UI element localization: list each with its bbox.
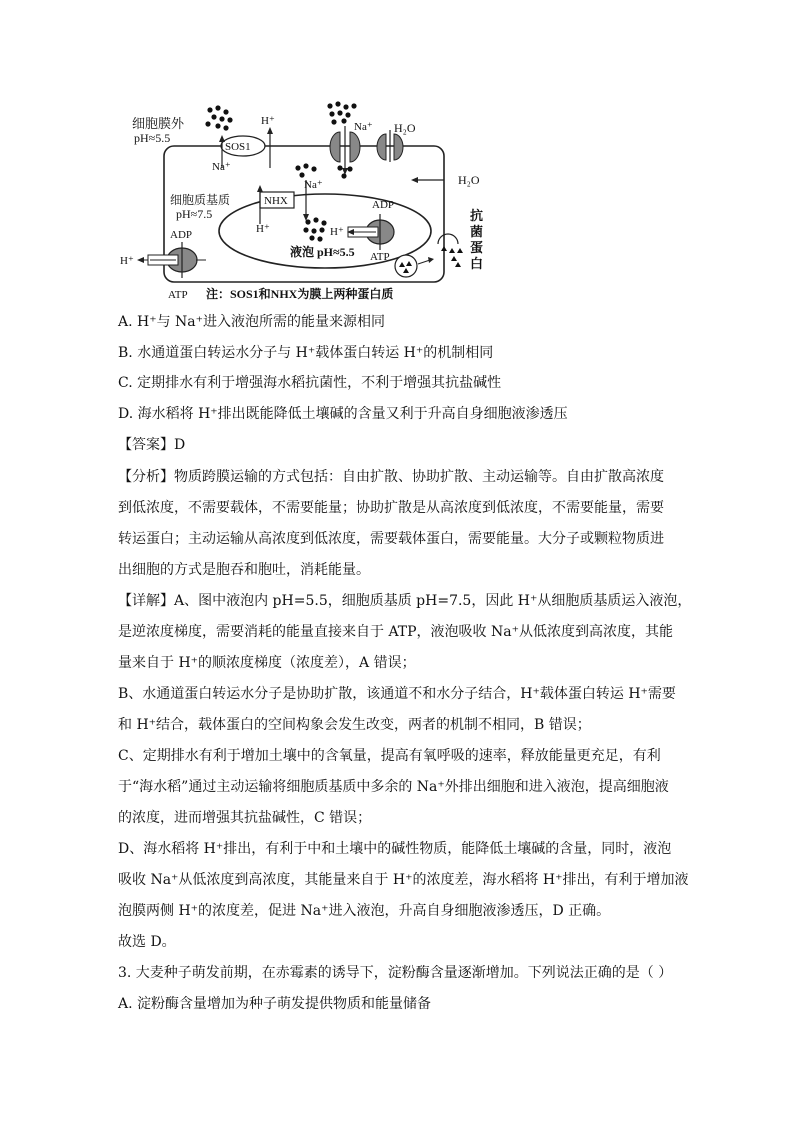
atp-label-membrane: ATP bbox=[168, 289, 188, 301]
svg-text:菌: 菌 bbox=[470, 224, 484, 239]
svg-text:白: 白 bbox=[470, 256, 484, 271]
antibacterial-label bbox=[470, 208, 483, 271]
outside-label: 细胞膜外 bbox=[132, 116, 185, 131]
option-b: B. 水通道蛋白转运水分子与 H⁺载体蛋白转运 H⁺的机制相同 bbox=[118, 345, 494, 361]
cytoplasm-ph: pH≈7.5 bbox=[176, 207, 213, 221]
detail-line: B、水通道蛋白转运水分子是协助扩散，该通道不和水分子结合，H⁺载体蛋白转运 H⁺需要 bbox=[118, 686, 676, 702]
next-question: 3. 大麦种子萌发前期，在赤霉素的诱导下，淀粉酶含量逐渐增加。下列说法正确的是（ ） bbox=[118, 965, 673, 981]
na-plus-channel: Na⁺ bbox=[354, 121, 373, 133]
atp-label-vacuole: ATP bbox=[370, 251, 390, 263]
analysis-line: 转运蛋白；主动运输从高浓度到低浓度，需要载体蛋白，需要能量。大分子或颗粒物质进 bbox=[118, 531, 664, 547]
outside-ph: pH≈5.5 bbox=[134, 131, 171, 145]
option-a: A. H⁺与 Na⁺进入液泡所需的能量来源相同 bbox=[118, 314, 386, 330]
h-plus-nhx: H⁺ bbox=[256, 223, 270, 235]
detail-line: 是逆浓度梯度，需要消耗的能量直接来自于 ATP，液泡吸收 Na⁺从低浓度到高浓度，其能 bbox=[118, 624, 673, 640]
next-option-a: A. 淀粉酶含量增加为种子萌发提供物质和能量储备 bbox=[118, 996, 432, 1012]
analysis-line: 【分析】物质跨膜运输的方式包括：自由扩散、协助扩散、主动运输等。自由扩散高浓度 bbox=[118, 469, 664, 485]
option-d: D. 海水稻将 H⁺排出既能降低土壤碱的含量又利于升高自身细胞液渗透压 bbox=[118, 406, 568, 422]
antibacterial-vesicle bbox=[395, 234, 463, 277]
analysis-line: 出细胞的方式是胞吞和胞吐，消耗能量。 bbox=[118, 562, 370, 578]
detail-line: 吸收 Na⁺从低浓度到高浓度，其能量来自于 H⁺的浓度差，海水稻将 H⁺排出，有利于增加液 bbox=[118, 872, 689, 888]
detail-line: 泡膜两侧 H⁺的浓度差，促进 Na⁺进入液泡，升高自身细胞液渗透压，D 正确。 bbox=[118, 903, 611, 919]
sodium-channel-protein bbox=[330, 126, 360, 175]
adp-label-vacuole: ADP bbox=[372, 199, 395, 211]
cytoplasm-label: 细胞质基质 bbox=[170, 193, 231, 207]
sodium-ions-outside-2 bbox=[327, 101, 356, 124]
sos1-label: SOS1 bbox=[225, 141, 251, 153]
detail-line: 【详解】A、图中液泡内 pH=5.5，细胞质基质 pH=7.5，因此 H⁺从细胞质基质运入液泡， bbox=[118, 593, 692, 609]
h-plus-vacuole: H⁺ bbox=[330, 226, 344, 238]
diagram-note: 注：SOS1和NHX为膜上两种蛋白质 bbox=[206, 287, 394, 301]
nhx-label: NHX bbox=[264, 195, 288, 207]
adp-label-membrane: ADP bbox=[170, 229, 193, 241]
detail-line: 故选 D。 bbox=[118, 934, 176, 950]
h2o-label-channel: H₂O bbox=[394, 121, 416, 135]
detail-line: 和 H⁺结合，载体蛋白的空间构象会发生改变，两者的机制不相同，B 错误； bbox=[118, 717, 591, 733]
detail-line: 于“海水稻”通过主动运输将细胞质基质中多余的 Na⁺外排出细胞和进入液泡，提高细胞液 bbox=[118, 779, 669, 795]
na-plus-sos1: Na⁺ bbox=[212, 161, 231, 173]
sodium-ions-vacuole bbox=[303, 217, 326, 241]
cell-transport-diagram bbox=[118, 96, 498, 308]
detail-line: 的浓度，进而增强其抗盐碱性，C 错误； bbox=[118, 810, 372, 826]
sodium-ions-outside-1 bbox=[205, 105, 232, 130]
na-plus-nhx: Na⁺ bbox=[304, 179, 323, 191]
detail-line: C、定期排水有利于增加土壤中的含氧量，提高有氧呼吸的速率，释放能量更充足，有利 bbox=[118, 748, 661, 764]
answer: 【答案】D bbox=[118, 437, 186, 453]
h2o-label-diffusion: H₂O bbox=[458, 173, 480, 187]
detail-line: D、海水稻将 H⁺排出，有利于中和土壤中的碱性物质，能降低土壤碱的含量，同时，液泡 bbox=[118, 841, 672, 857]
vacuole-label: 液泡 pH≈5.5 bbox=[290, 245, 355, 259]
sodium-ions-cytoplasm bbox=[295, 163, 316, 177]
analysis-line: 到低浓度，不需要载体，不需要能量；协助扩散是从高浓度到低浓度，不需要能量，需要 bbox=[118, 500, 664, 516]
svg-text:蛋: 蛋 bbox=[470, 240, 484, 255]
h-plus-sos1: H⁺ bbox=[261, 115, 275, 127]
svg-text:抗: 抗 bbox=[470, 208, 484, 223]
detail-line: 量来自于 H⁺的顺浓度梯度（浓度差），A 错误； bbox=[118, 655, 416, 671]
h-plus-membrane: H⁺ bbox=[120, 255, 134, 267]
option-c: C. 定期排水有利于增强海水稻抗菌性，不利于增强其抗盐碱性 bbox=[118, 375, 502, 391]
